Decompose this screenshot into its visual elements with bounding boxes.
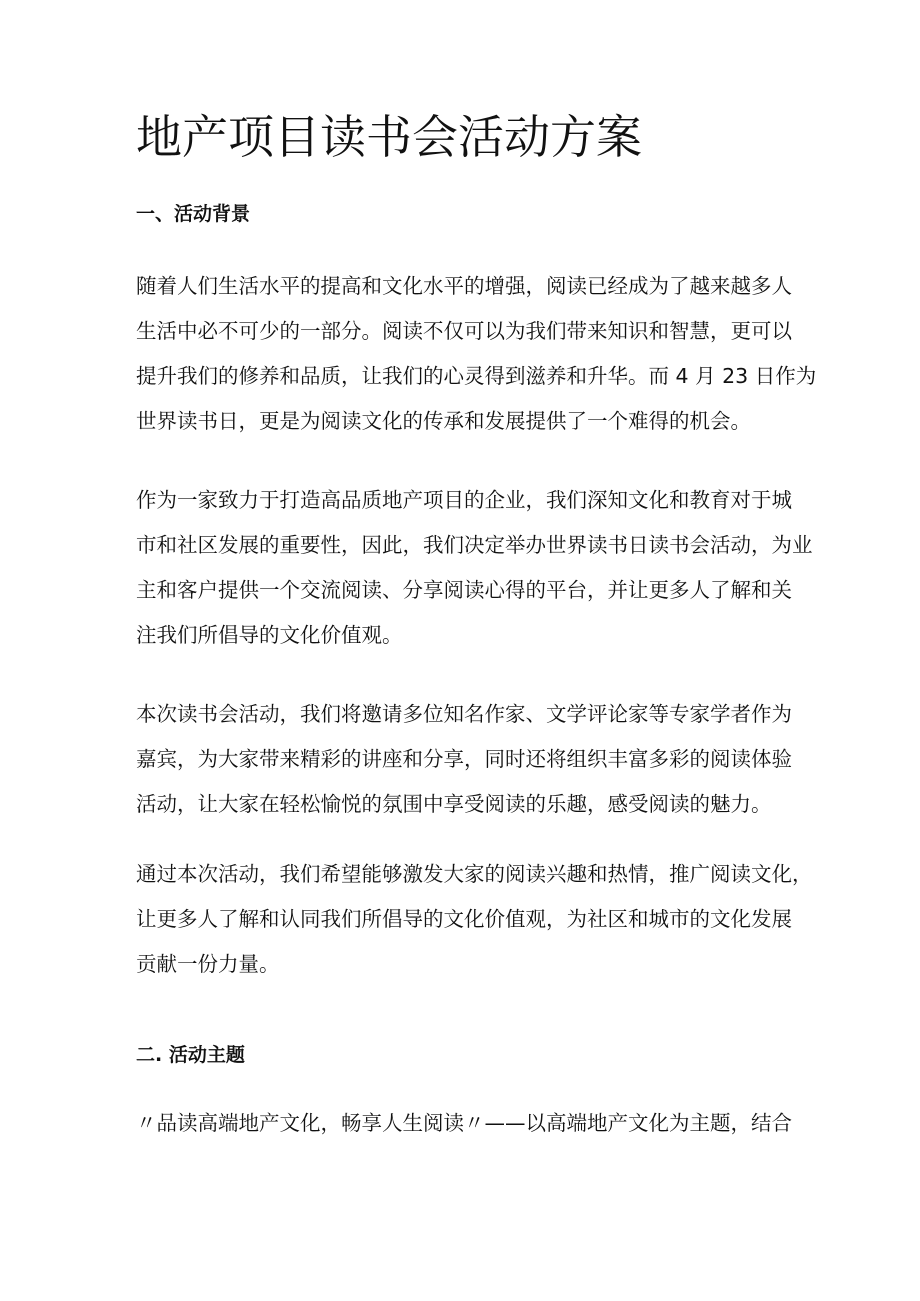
paragraph-background-1 [136,264,817,444]
document-title: 地产项目读书会活动方案 [136,110,642,164]
paragraph-line: 生活中必不可少的一部分。阅读不仅可以为我们带来知识和智慧，更可以 [136,319,792,343]
paragraph-line: 注我们所倡导的文化价值观。 [136,623,403,647]
paragraph-line: 主和客户提供一个交流阅读、分享阅读心得的平台，并让更多人了解和关 [136,578,792,602]
paragraph-line: 嘉宾，为大家带来精彩的讲座和分享，同时还将组织丰富多彩的阅读体验 [136,747,792,771]
section-heading-background: 一、活动背景 [136,203,251,225]
paragraph-background-2 [136,478,813,658]
paragraph-theme-1 [136,1101,796,1146]
paragraph-line: 市和社区发展的重要性，因此，我们决定举办世界读书日读书会活动，为业 [136,533,813,557]
paragraph-line: 提升我们的修养和品质，让我们的心灵得到滋养和升华。而 4 月 23 日作为 [136,364,817,388]
section-heading-theme: 二. 活动主题 [136,1044,245,1066]
paragraph-line: 本次读书会活动，我们将邀请多位知名作家、文学评论家等专家学者作为 [136,702,792,726]
paragraph-background-4 [136,852,813,987]
paragraph-line: 〃品读高端地产文化，畅享人生阅读〃——以高端地产文化为主题，结合 [136,1111,792,1135]
paragraph-line: 活动，让大家在轻松愉悦的氛围中享受阅读的乐趣，感受阅读的魅力。 [136,792,772,816]
paragraph-line: 作为一家致力于打造高品质地产项目的企业，我们深知文化和教育对于城 [136,488,792,512]
paragraph-line: 让更多人了解和认同我们所倡导的文化价值观，为社区和城市的文化发展 [136,907,792,931]
paragraph-line: 随着人们生活水平的提高和文化水平的增强，阅读已经成为了越来越多人 [136,274,792,298]
paragraph-line: 世界读书日，更是为阅读文化的传承和发展提供了一个难得的机会。 [136,409,751,433]
paragraph-line: 通过本次活动，我们希望能够激发大家的阅读兴趣和热情，推广阅读文化， [136,862,813,886]
paragraph-background-3 [136,692,796,827]
paragraph-line: 贡献一份力量。 [136,952,280,976]
